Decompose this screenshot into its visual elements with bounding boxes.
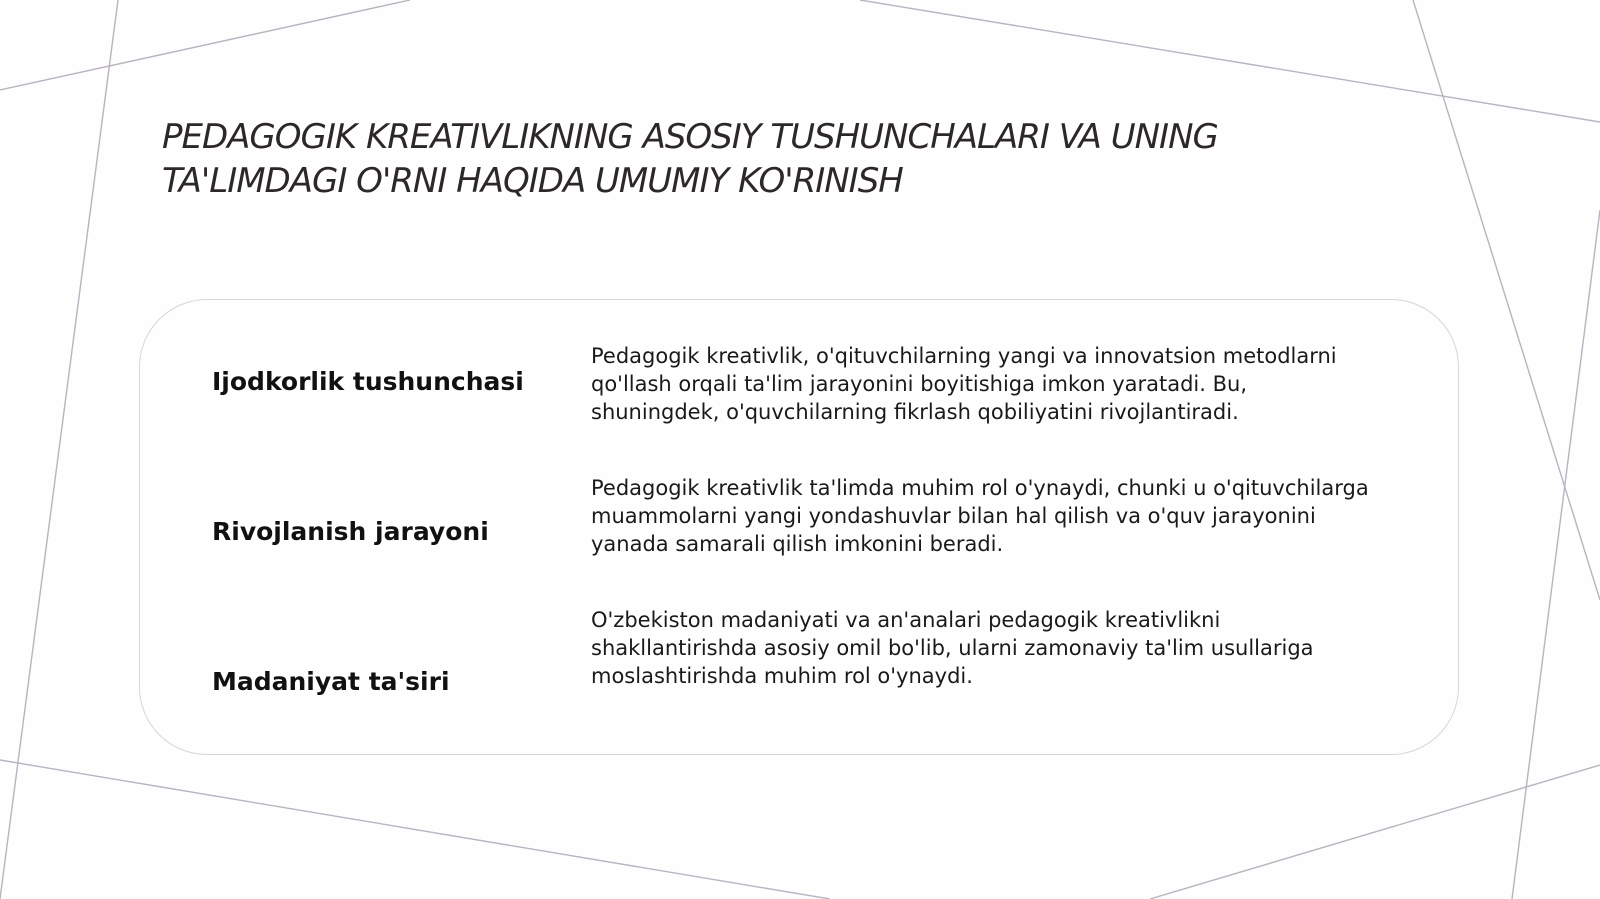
description-line: Pedagogik kreativlik, o'qituvchilarning yangi va innovatsion metodlarni <box>591 344 1337 368</box>
description-line: O'zbekiston madaniyati va an'analari pedagogik kreativlikni <box>591 608 1221 632</box>
description-line: yanada samarali qilish imkonini beradi. <box>591 532 1004 556</box>
slide-title <box>162 115 1412 203</box>
description-rivojlanish <box>591 474 1421 558</box>
description-line: Pedagogik kreativlik ta'limda muhim rol o'ynaydi, chunki u o'qituvchilarga <box>591 476 1369 500</box>
slide-title-line-1: PEDAGOGIK KREATIVLIKNING ASOSIY TUSHUNCHALARI VA UNING <box>162 117 1218 157</box>
description-line: muammolarni yangi yondashuvlar bilan hal qilish va o'quv jarayonini <box>591 504 1316 528</box>
term-madaniyat: Madaniyat ta'siri <box>212 667 450 696</box>
description-ijodkorlik <box>591 342 1421 426</box>
term-rivojlanish: Rivojlanish jarayoni <box>212 517 489 546</box>
description-line: shuningdek, o'quvchilarning fikrlash qobiliyatini rivojlantiradi. <box>591 400 1239 424</box>
description-line: qo'llash orqali ta'lim jarayonini boyitishiga imkon yaratadi. Bu, <box>591 372 1248 396</box>
description-line: shakllantirishda asosiy omil bo'lib, ularni zamonaviy ta'lim usullariga <box>591 636 1314 660</box>
term-ijodkorlik: Ijodkorlik tushunchasi <box>212 367 524 396</box>
description-madaniyat <box>591 606 1421 690</box>
description-line: moslashtirishda muhim rol o'ynaydi. <box>591 664 973 688</box>
slide-title-line-2: TA'LIMDAGI O'RNI HAQIDA UMUMIY KO'RINISH <box>162 161 903 201</box>
